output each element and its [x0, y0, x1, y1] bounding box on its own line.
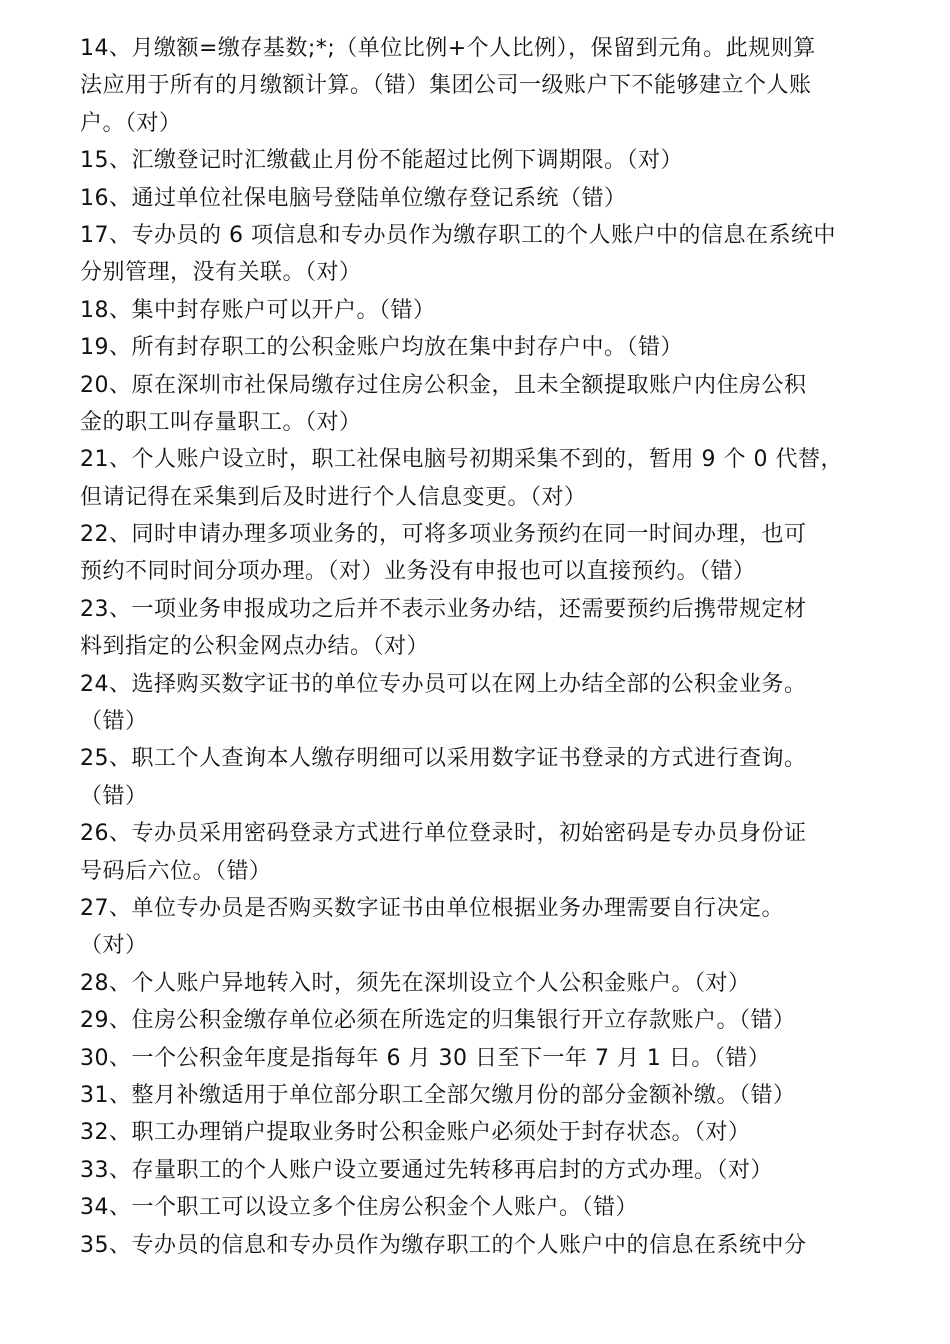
question-item — [80, 1189, 875, 1226]
question-item — [80, 740, 875, 815]
question-line: 23、一项业务申报成功之后并不表示业务办结，还需要预约后携带规定材 — [80, 596, 807, 622]
question-item — [80, 516, 875, 591]
question-item — [80, 1002, 875, 1039]
question-line: 21、个人账户设立时，职工社保电脑号初期采集不到的，暂用 9 个 0 代替， — [80, 447, 843, 473]
question-line: 户。（对） — [80, 110, 182, 136]
question-line: 30、一个公积金年度是指每年 6 月 30 日至下一年 7 月 1 日。（错） — [80, 1045, 771, 1071]
question-line: 32、职工办理销户提取业务时公积金账户必须处于封存状态。（对） — [80, 1120, 751, 1146]
question-line: 金的职工叫存量职工。（对） — [80, 409, 362, 435]
question-item — [80, 30, 875, 142]
question-line: 20、原在深圳市社保局缴存过住房公积金，且未全额提取账户内住房公积 — [80, 372, 807, 398]
question-item — [80, 180, 875, 217]
question-item — [80, 142, 875, 179]
question-line: 22、同时申请办理多项业务的，可将多项业务预约在同一时间办理，也可 — [80, 522, 807, 548]
question-item — [80, 666, 875, 741]
document-page — [80, 30, 875, 1264]
question-item — [80, 1040, 875, 1077]
question-item — [80, 815, 875, 890]
question-line: 26、专办员采用密码登录方式进行单位登录时，初始密码是专办员身份证 — [80, 821, 807, 847]
question-line: 24、选择购买数字证书的单位专办员可以在网上办结全部的公积金业务。 — [80, 671, 807, 697]
question-line: 34、一个职工可以设立多个住房公积金个人账户。（错） — [80, 1195, 638, 1221]
question-line: （错） — [80, 783, 148, 809]
question-item — [80, 591, 875, 666]
question-item — [80, 1227, 875, 1264]
question-line: 号码后六位。（错） — [80, 858, 272, 884]
question-line: 18、集中封存账户可以开户。（错） — [80, 297, 436, 323]
question-line: 料到指定的公积金网点办结。（对） — [80, 634, 430, 660]
question-line: 预约不同时间分项办理。（对）业务没有申报也可以直接预约。（错） — [80, 559, 756, 585]
question-item — [80, 329, 875, 366]
question-item — [80, 1114, 875, 1151]
question-line: 33、存量职工的个人账户设立要通过先转移再启封的方式办理。（对） — [80, 1157, 773, 1183]
question-line: 35、专办员的信息和专办员作为缴存职工的个人账户中的信息在系统中分 — [80, 1232, 807, 1258]
question-item — [80, 965, 875, 1002]
question-item — [80, 217, 875, 292]
question-line: 19、所有封存职工的公积金账户均放在集中封存户中。（错） — [80, 335, 683, 361]
question-line: 29、住房公积金缴存单位必须在所选定的归集银行开立存款账户。（错） — [80, 1008, 796, 1034]
question-line: 17、专办员的 6 项信息和专办员作为缴存职工的个人账户中的信息在系统中 — [80, 222, 836, 248]
question-line: （对） — [80, 933, 148, 959]
question-item — [80, 890, 875, 965]
question-line: 14、月缴额=缴存基数;*;（单位比例+个人比例），保留到元角。此规则算 — [80, 36, 816, 61]
question-line: 28、个人账户异地转入时，须先在深圳设立个人公积金账户。（对） — [80, 970, 751, 996]
question-line: 15、汇缴登记时汇缴截止月份不能超过比例下调期限。（对） — [80, 148, 683, 174]
question-item — [80, 1152, 875, 1189]
question-line: 法应用于所有的月缴额计算。（错）集团公司一级账户下不能够建立个人账 — [80, 73, 812, 99]
question-item — [80, 441, 875, 516]
question-line: 31、整月补缴适用于单位部分职工全部欠缴月份的部分金额补缴。（错） — [80, 1082, 796, 1108]
question-item — [80, 367, 875, 442]
question-line: 16、通过单位社保电脑号登陆单位缴存登记系统（错） — [80, 185, 627, 211]
question-line: 27、单位专办员是否购买数字证书由单位根据业务办理需要自行决定。 — [80, 895, 784, 921]
question-line: 25、职工个人查询本人缴存明细可以采用数字证书登录的方式进行查询。 — [80, 746, 807, 772]
question-item — [80, 1077, 875, 1114]
question-item — [80, 292, 875, 329]
question-line: 分别管理，没有关联。（对） — [80, 260, 362, 286]
question-line: 但请记得在采集到后及时进行个人信息变更。（对） — [80, 484, 587, 510]
question-line: （错） — [80, 709, 148, 735]
